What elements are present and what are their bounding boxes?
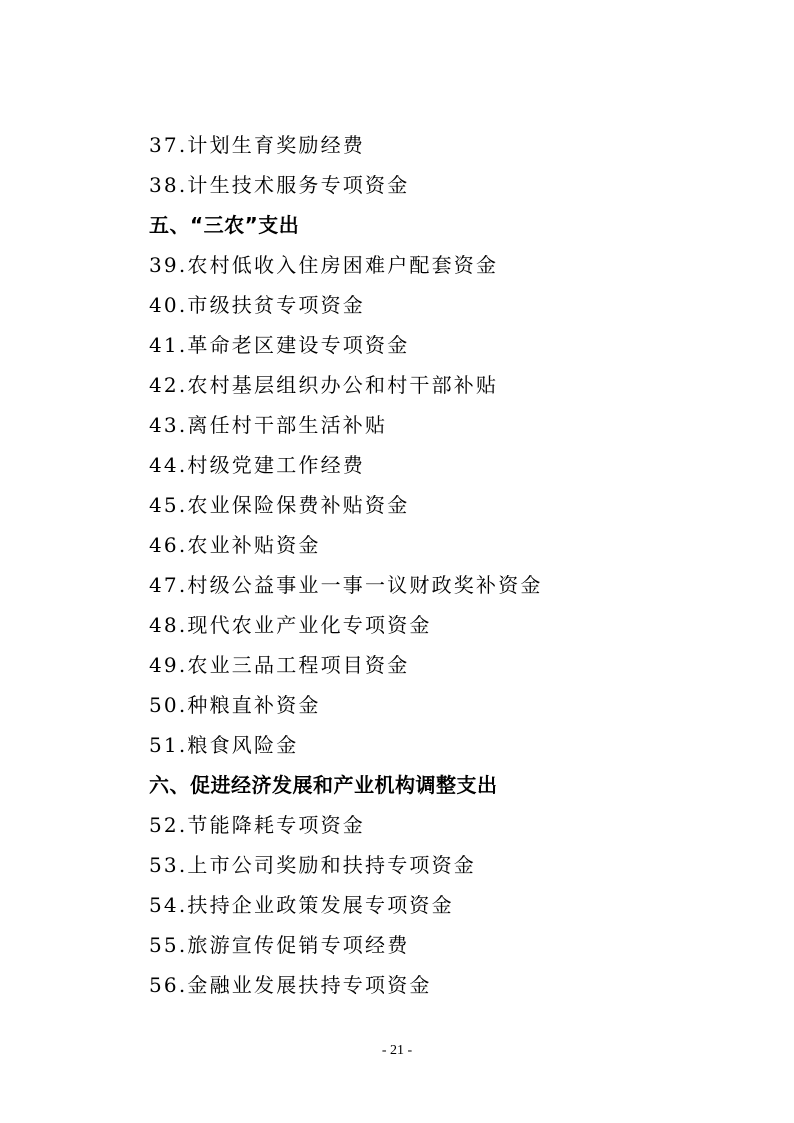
list-item: 49.农业三品工程项目资金	[149, 653, 410, 677]
list-item: 56.金融业发展扶持专项资金	[149, 973, 432, 997]
list-item: 46.农业补贴资金	[149, 533, 321, 557]
list-item: 38.计生技术服务专项资金	[149, 173, 410, 197]
list-item: 53.上市公司奖励和扶持专项资金	[149, 853, 477, 877]
list-item: 37.计划生育奖励经费	[149, 133, 366, 157]
list-item: 51.粮食风险金	[149, 733, 299, 757]
document-body	[149, 125, 749, 1005]
list-item: 52.节能降耗专项资金	[149, 813, 366, 837]
list-item: 55.旅游宣传促销专项经费	[149, 933, 410, 957]
list-item: 50.种粮直补资金	[149, 693, 321, 717]
list-item: 47.村级公益事业一事一议财政奖补资金	[149, 573, 543, 597]
list-item: 43.离任村干部生活补贴	[149, 413, 388, 437]
list-item: 44.村级党建工作经费	[149, 453, 366, 477]
page-number: - 21 -	[381, 1043, 413, 1058]
list-item: 39.农村低收入住房困难户配套资金	[149, 253, 499, 277]
list-item: 42.农村基层组织办公和村干部补贴	[149, 373, 499, 397]
list-item: 54.扶持企业政策发展专项资金	[149, 893, 454, 917]
section-heading: 五、“三农”支出	[149, 213, 300, 237]
list-item: 40.市级扶贫专项资金	[149, 293, 366, 317]
list-item: 41.革命老区建设专项资金	[149, 333, 410, 357]
list-item: 48.现代农业产业化专项资金	[149, 613, 432, 637]
section-heading: 六、促进经济发展和产业机构调整支出	[149, 773, 498, 797]
list-item: 45.农业保险保费补贴资金	[149, 493, 410, 517]
